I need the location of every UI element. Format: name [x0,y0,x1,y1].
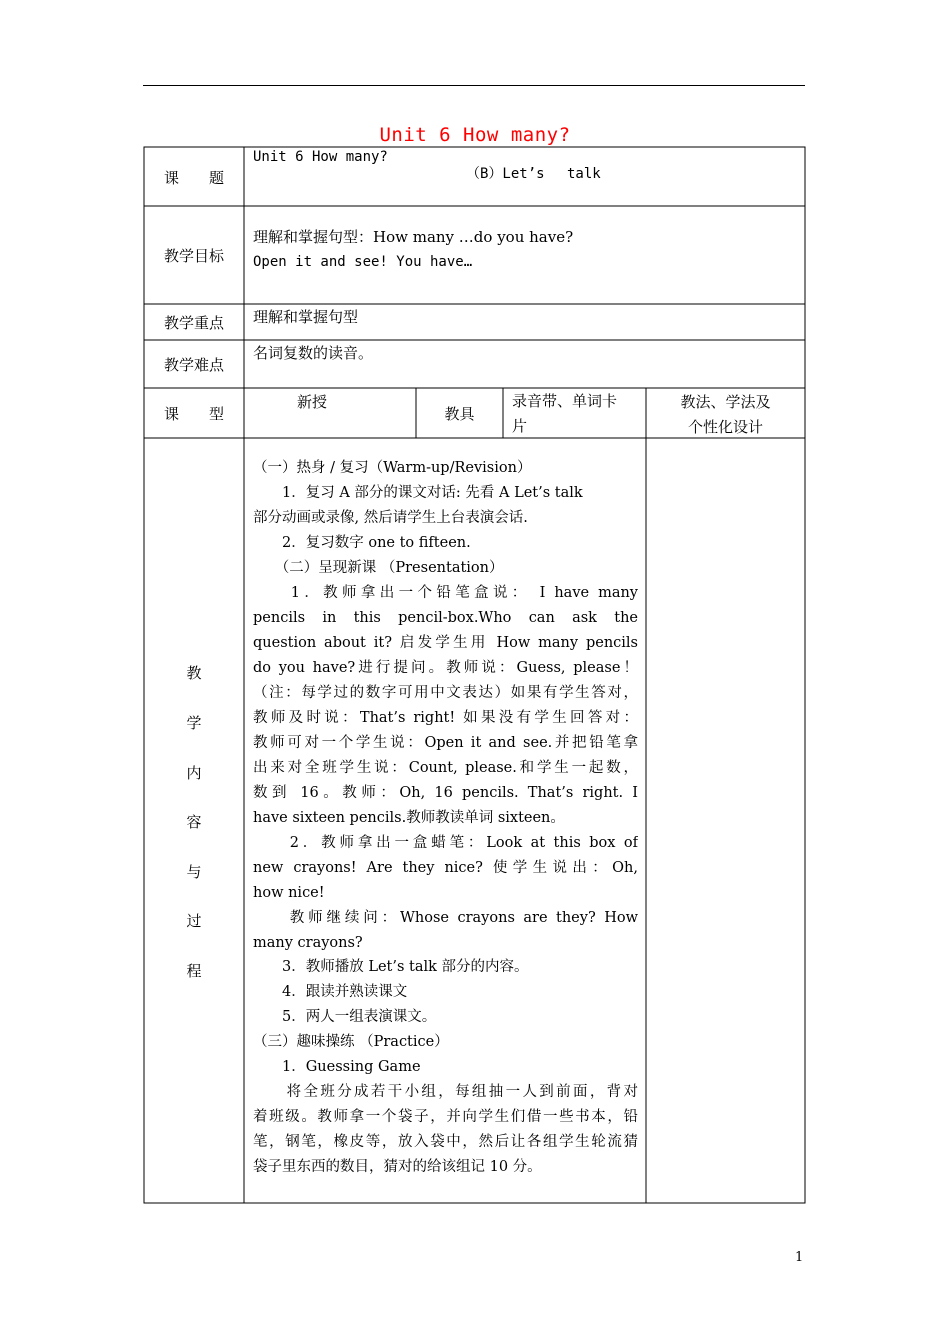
teaching-tools-label: 教具 [444,405,475,423]
topic-title: Unit 6 How many? [253,149,388,165]
content-line: 部分动画或录像, 然后请学生上台表演会话. [253,510,528,526]
content-line: 4．跟读并熟读课文 [253,984,408,1000]
content-line: 着班级。教师拿一个袋子，并向学生们借一些书本，铅 [253,1109,638,1125]
method-line-1: 教法、学法及 [680,393,771,411]
teaching-tools-line-2: 片 [512,417,528,435]
page-title: Unit 6 How many? [379,124,571,146]
content-side-char: 过 [186,912,202,930]
content-line: pencils in this pencil-box.Who can ask the [253,610,638,626]
content-side-char: 与 [186,863,202,881]
difficulty-label: 教学难点 [163,356,224,374]
content-line: 1．复习 A 部分的课文对话: 先看 A Let’s talk [253,485,583,501]
method-line-2: 个性化设计 [687,418,763,436]
content-line: 2．教师拿出一盒蜡笔：Look at this box of [253,835,638,851]
content-line: （注：每学过的数字可用中文表达）如果有学生答对， [253,685,638,701]
goal-line-1: 理解和掌握句型：How many …do you have? [253,228,574,246]
content-line: 3．教师播放 Let’s talk 部分的内容。 [253,959,529,975]
key-point-label: 教学重点 [163,314,224,332]
content-line: 数到 16。教师：Oh, 16 pencils. That’s right. I [253,785,638,801]
content-line: 2．复习数字 one to fifteen. [253,535,471,551]
content-line: how nice! [253,885,325,901]
difficulty-text: 名词复数的读音。 [253,344,374,362]
lesson-type-value: 新授 [296,393,327,411]
content-line: 袋子里东西的数目，猜对的给该组记 10 分。 [253,1159,542,1175]
content-side-char: 容 [186,813,202,831]
content-side-char: 学 [186,714,202,732]
content-line: question about it? 启发学生用 How many pencils [253,635,638,651]
key-point-text: 理解和掌握句型 [253,308,359,326]
content-line: 笔，钢笔，橡皮等，放入袋中，然后让各组学生轮流猜 [253,1134,638,1150]
content-line: （二）呈现新课 （Presentation） [253,560,504,576]
goal-line-2: Open it and see! You have… [253,254,473,270]
content-line: （一）热身 / 复习（Warm-up/Revision） [253,460,532,476]
content-line: 教师可对一个学生说：Open it and see.并把铅笔拿 [253,735,638,751]
content-line: 教师继续问：Whose crayons are they? How [253,910,638,926]
topic-subtitle: （B）Let’s talk [466,166,601,182]
content-line: 将全班分成若干小组，每组抽一人到前面，背对 [253,1084,638,1100]
teaching-tools-line-1: 录音带、单词卡 [512,392,618,410]
lesson-type-label: 课 型 [163,405,224,423]
content-line: many crayons? [253,935,363,951]
content-line: 出来对全班学生说：Count, please.和学生一起数， [253,760,638,776]
content-line: new crayons! Are they nice? 使学生说出：Oh, [253,860,638,876]
content-line: 1．Guessing Game [253,1059,421,1075]
content-line: （三）趣味操练 （Practice） [253,1034,449,1050]
content-line: have sixteen pencils.教师教读单词 sixteen。 [253,810,565,826]
content-line: 教师及时说：That’s right! 如果没有学生回答对： [253,710,638,726]
goal-label: 教学目标 [163,247,224,265]
content-line: 5．两人一组表演课文。 [253,1009,437,1025]
header-rule [143,85,805,86]
page-number: 1 [795,1250,804,1265]
content-side-char: 程 [186,962,202,980]
topic-label: 课 题 [163,169,224,187]
content-line: 1．教师拿出一个铅笔盒说： I have many [253,585,638,601]
content-line: do you have?进行提问。教师说：Guess, please！ [253,660,638,676]
content-side-char: 教 [186,664,202,682]
content-side-char: 内 [186,764,202,782]
